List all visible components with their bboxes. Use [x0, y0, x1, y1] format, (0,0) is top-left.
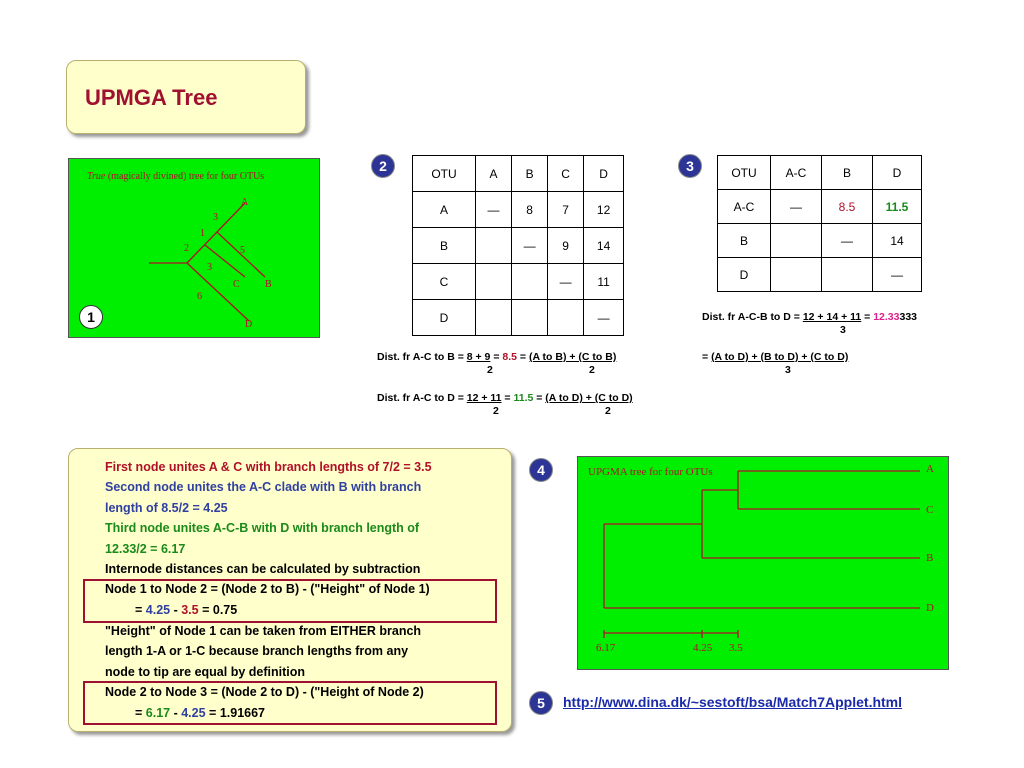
calc-value: 4.25	[145, 603, 171, 617]
table-cell: —	[771, 190, 822, 224]
upgma-tree-diagram	[578, 457, 948, 669]
table-row	[413, 300, 624, 336]
table-cell: 9	[548, 228, 584, 264]
table-row	[413, 264, 624, 300]
formula-numerator: (A to B) + (C to B)	[528, 351, 617, 363]
formula-denominator: 3	[840, 324, 846, 336]
table-cell: —	[873, 258, 922, 292]
table-cell: A-C	[718, 190, 771, 224]
table-cell: —	[548, 264, 584, 300]
step-badge-2: 2	[371, 154, 395, 178]
formula-text: =	[516, 351, 529, 363]
table-header: B	[512, 156, 548, 192]
note-line: node to tip are equal by definition	[105, 665, 306, 679]
table-cell: —	[512, 228, 548, 264]
formula-text: Dist. fr A-C to D =	[377, 392, 467, 404]
table-header: D	[873, 156, 922, 190]
applet-link[interactable]: http://www.dina.dk/~sestoft/bsa/Match7Applet.html	[563, 694, 903, 710]
calc-value: 3.5	[181, 603, 199, 617]
step-badge-5: 5	[529, 691, 553, 715]
table-cell: D	[413, 300, 476, 336]
formula-value: 11.5	[513, 392, 534, 404]
formula-acb-to-d-expanded	[702, 351, 848, 363]
formula-text: Dist. fr A-C-B to D =	[702, 311, 803, 323]
table-cell: 14	[873, 224, 922, 258]
note-line: Internode distances can be calculated by subtraction	[105, 562, 421, 576]
table-cell: 12	[584, 192, 624, 228]
note-line: First node unites A & C with branch lengths of 7/2 = 3.5	[105, 460, 432, 474]
note-line: Node 2 to Node 3 = (Node 2 to D) - ("Height of Node 2)	[105, 685, 424, 699]
tip-label-a: A	[926, 463, 934, 475]
calc-text: -	[170, 603, 182, 617]
table-cell: —	[584, 300, 624, 336]
branch-length-label: 3	[213, 212, 218, 223]
true-tree-diagram	[69, 159, 319, 337]
explanation-notes	[68, 448, 512, 732]
tip-label-b: B	[926, 552, 934, 564]
upgma-tree-panel	[577, 456, 949, 670]
calc-value: 4.25	[181, 706, 206, 720]
table-cell: D	[718, 258, 771, 292]
step-badge-1: 1	[79, 305, 103, 329]
table-header: B	[822, 156, 873, 190]
formula-text: =	[490, 351, 503, 363]
table-cell: A	[413, 192, 476, 228]
formula-ac-to-d	[377, 392, 633, 404]
table-cell: 14	[584, 228, 624, 264]
page-title: UPMGA Tree	[85, 85, 218, 110]
formula-value: 12.33	[873, 311, 900, 323]
note-line: Second node unites the A-C clade with B with branch	[105, 480, 422, 494]
branch-length-label: 5	[240, 245, 245, 256]
table-cell	[771, 258, 822, 292]
table-header: D	[584, 156, 624, 192]
tip-label-d: D	[245, 319, 253, 330]
calc-text: -	[170, 706, 182, 720]
axis-label: 6.17	[596, 642, 616, 654]
tip-label-a: A	[241, 197, 249, 208]
note-line: 12.33/2 = 6.17	[105, 542, 186, 556]
table-cell: B	[718, 224, 771, 258]
formula-value: 8.5	[502, 351, 517, 363]
distance-matrix-2	[717, 155, 922, 292]
calc-text: =	[135, 603, 146, 617]
formula-value-tail: 333	[899, 311, 918, 323]
axis-label: 3.5	[729, 642, 743, 654]
table-row	[718, 190, 922, 224]
axis-label: 4.25	[693, 642, 713, 654]
table-header: OTU	[413, 156, 476, 192]
step-badge-3: 3	[678, 154, 702, 178]
note-calc-node1-node2	[135, 603, 237, 617]
calc-result: = 1.91667	[205, 706, 266, 720]
table-cell	[512, 300, 548, 336]
table-cell	[476, 300, 512, 336]
table-cell: —	[822, 224, 873, 258]
formula-ac-to-b	[377, 351, 616, 363]
table-row	[718, 224, 922, 258]
title-box	[66, 60, 306, 134]
table-cell: 11	[584, 264, 624, 300]
formula-numerator: 8 + 9	[466, 351, 491, 363]
formula-text: =	[501, 392, 514, 404]
formula-text: =	[861, 311, 874, 323]
table-cell: 8.5	[822, 190, 873, 224]
formula-acb-to-d	[702, 311, 917, 323]
tip-label-b: B	[265, 279, 272, 290]
table-cell	[476, 228, 512, 264]
upgma-tree-branches	[604, 471, 920, 638]
formula-numerator: 12 + 14 + 11	[802, 311, 862, 323]
table-cell	[822, 258, 873, 292]
formula-text: =	[702, 351, 712, 363]
table-header: A-C	[771, 156, 822, 190]
table-cell: 11.5	[873, 190, 922, 224]
tip-label-d: D	[926, 602, 934, 614]
table-cell	[548, 300, 584, 336]
note-line: "Height" of Node 1 can be taken from EITHER branch	[105, 624, 422, 638]
table-cell: 8	[512, 192, 548, 228]
table-row	[718, 258, 922, 292]
branch-length-label: 6	[197, 291, 202, 302]
table-row	[413, 228, 624, 264]
calc-result: = 0.75	[198, 603, 238, 617]
note-line: length of 8.5/2 = 4.25	[105, 501, 228, 515]
table-cell: —	[476, 192, 512, 228]
note-line: length 1-A or 1-C because branch lengths from any	[105, 644, 409, 658]
upgma-tree-caption: UPGMA tree for four OTUs	[588, 466, 713, 478]
table-header: OTU	[718, 156, 771, 190]
branch-length-label: 3	[207, 262, 212, 273]
tip-label-c: C	[926, 504, 934, 516]
table-header-row	[413, 156, 624, 192]
caption-italic: True	[87, 171, 106, 182]
formula-numerator: (A to D) + (C to D)	[545, 392, 633, 404]
formula-denominator: 2	[487, 364, 493, 376]
table-cell	[512, 264, 548, 300]
formula-denominator: 2	[493, 405, 499, 417]
true-tree-caption	[87, 171, 264, 182]
table-header-row	[718, 156, 922, 190]
table-header: C	[548, 156, 584, 192]
formula-text: =	[533, 392, 546, 404]
formula-text: Dist. fr A-C to B =	[377, 351, 467, 363]
table-header: A	[476, 156, 512, 192]
note-calc-node2-node3	[135, 706, 265, 720]
branch-length-label: 2	[184, 243, 189, 254]
table-cell	[476, 264, 512, 300]
note-line: Third node unites A-C-B with D with branch length of	[105, 521, 420, 535]
tip-label-c: C	[233, 279, 240, 290]
step-badge-4: 4	[529, 458, 553, 482]
branch-length-label: 1	[200, 228, 205, 239]
distance-matrix-1	[412, 155, 624, 336]
note-line: Node 1 to Node 2 = (Node 2 to B) - ("Height" of Node 1)	[105, 582, 430, 596]
table-cell: B	[413, 228, 476, 264]
formula-numerator: 12 + 11	[466, 392, 502, 404]
table-cell: 7	[548, 192, 584, 228]
table-cell	[771, 224, 822, 258]
table-cell: C	[413, 264, 476, 300]
formula-denominator: 3	[785, 364, 791, 376]
calc-text: =	[135, 706, 146, 720]
calc-value: 6.17	[145, 706, 171, 720]
formula-denominator: 2	[589, 364, 595, 376]
caption-rest: (magically divined) tree for four OTUs	[105, 171, 265, 182]
formula-denominator: 2	[605, 405, 611, 417]
formula-numerator: (A to D) + (B to D) + (C to D)	[711, 351, 849, 363]
table-row	[413, 192, 624, 228]
true-tree-panel	[68, 158, 320, 338]
